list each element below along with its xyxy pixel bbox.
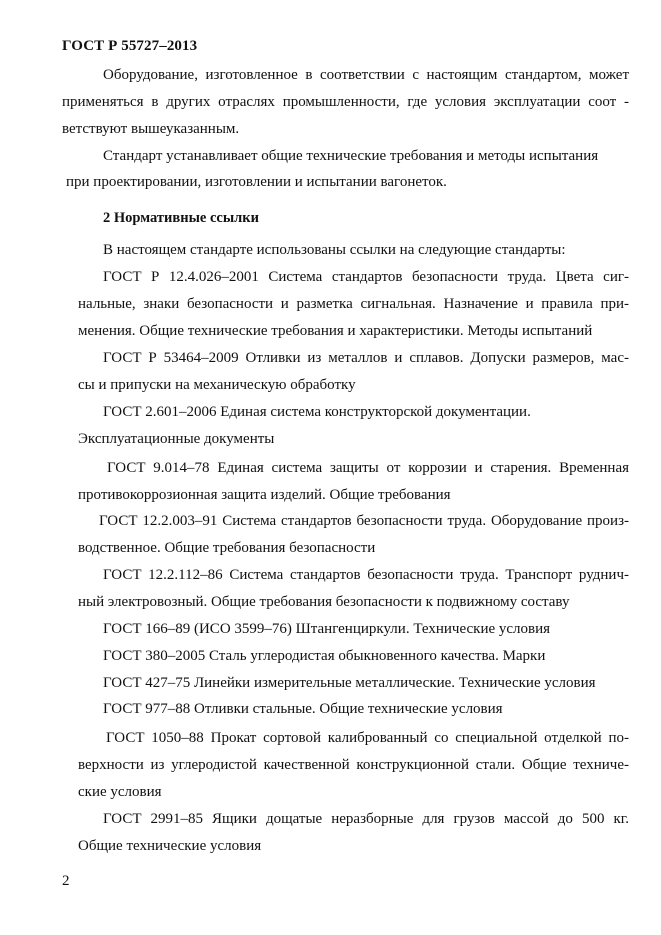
ref-line: ГОСТ 12.2.003–91 Система стандартов безопасности труда. Оборудование произ- [99,513,629,529]
ref-line: ГОСТ 2.601–2006 Единая система конструкторской документации. [103,404,531,420]
document-header: ГОСТ Р 55727–2013 [62,38,198,54]
ref-line: ГОСТ 166–89 (ИСО 3599–76) Штангенциркули. Технические условия [103,621,551,637]
ref-line: ГОСТ 977–88 Отливки стальные. Общие технические условия [103,701,503,717]
intro-p1-line-1: Оборудование, изготовленное в соответствии с настоящим стандартом, может [103,67,629,83]
ref-line: ГОСТ 12.2.112–86 Система стандартов безопасности труда. Транспорт руднич- [103,567,629,583]
intro-p1-line-3: ветствуют вышеуказанным. [62,121,240,137]
ref-line: ный электровозный. Общие требования безопасности к подвижному составу [78,594,570,610]
ref-line: ГОСТ 427–75 Линейки измерительные металлические. Технические условия [103,675,596,691]
ref-line: ГОСТ Р 12.4.026–2001 Система стандартов безопасности труда. Цвета сиг- [103,269,629,285]
page-number: 2 [62,873,70,889]
ref-line: менения. Общие технические требования и характеристики. Методы испытаний [78,323,593,339]
section-heading: 2 Нормативные ссылки [103,210,259,226]
section-lead: В настоящем стандарте использованы ссылки на следующие стандарты: [103,242,566,258]
ref-line: Общие технические условия [78,838,262,854]
ref-line: верхности из углеродистой качественной конструкционной стали. Общие техниче- [78,757,629,773]
ref-line: водственное. Общие требования безопасности [78,540,376,556]
ref-line: ГОСТ 9.014–78 Единая система защиты от коррозии и старения. Временная [107,460,629,476]
intro-p2-line-2: при проектировании, изготовлении и испытании вагонеток. [66,174,447,190]
ref-line: нальные, знаки безопасности и разметка сигнальная. Назначение и правила при- [78,296,629,312]
ref-line: сы и припуски на механическую обработку [78,377,356,393]
ref-line: Эксплуатационные документы [78,431,275,447]
intro-p1-line-2: применяться в других отраслях промышленности, где условия эксплуатации соот - [62,94,629,110]
intro-p2-line-1: Стандарт устанавливает общие технические требования и методы испытания [103,148,599,164]
ref-line: противокоррозионная защита изделий. Общие требования [78,487,451,503]
ref-line: ГОСТ 1050–88 Прокат сортовой калиброванный со специальной отделкой по- [106,730,629,746]
ref-line: ГОСТ Р 53464–2009 Отливки из металлов и сплавов. Допуски размеров, мас- [103,350,629,366]
ref-line: ские условия [78,784,162,800]
ref-line: ГОСТ 380–2005 Сталь углеродистая обыкновенного качества. Марки [103,648,546,664]
ref-line: ГОСТ 2991–85 Ящики дощатые неразборные для грузов массой до 500 кг. [103,811,629,827]
